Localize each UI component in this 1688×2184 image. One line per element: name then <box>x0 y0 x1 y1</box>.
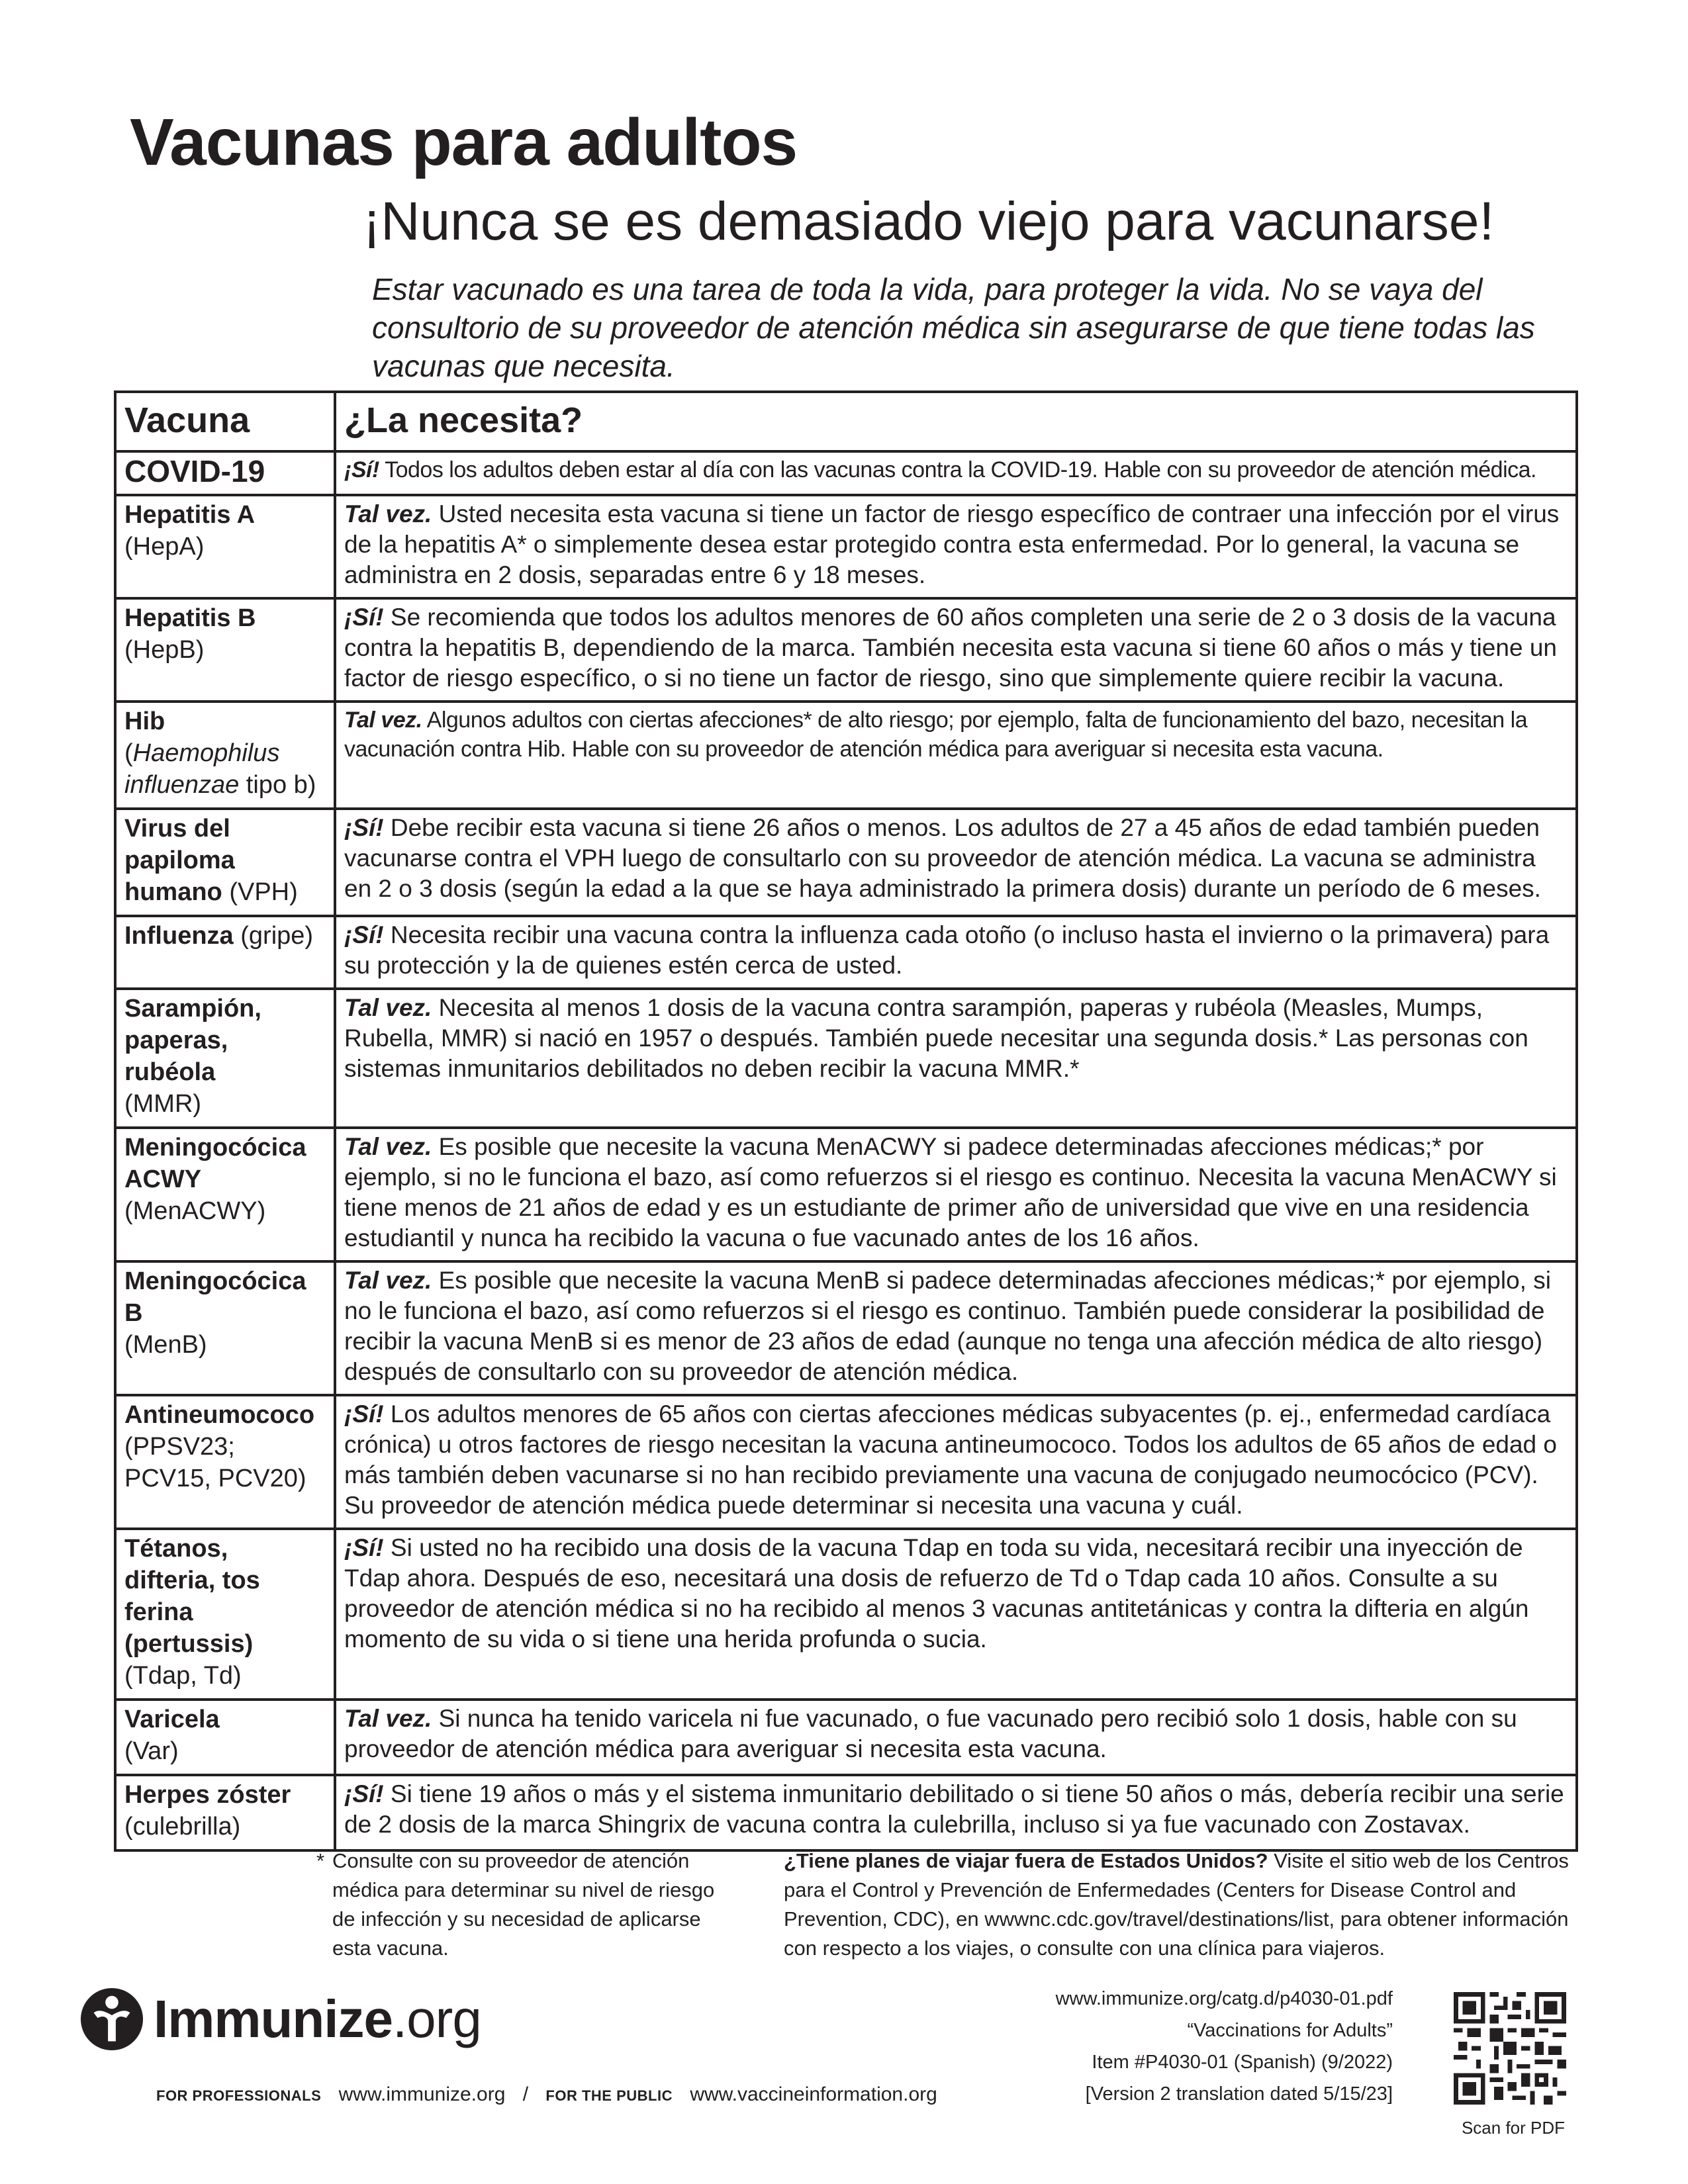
for-public-label: FOR THE PUBLIC <box>545 2087 673 2104</box>
public-link[interactable]: www.vaccineinformation.org <box>690 2083 937 2105</box>
for-professionals-label: FOR PROFESSIONALS <box>156 2087 322 2104</box>
item-title: “Vaccinations for Adults” <box>1187 2020 1393 2041</box>
vaccine-name: Hepatitis B (HepB) <box>115 598 335 702</box>
vaccine-name: Sarampión, paperas, rubéola (MMR) <box>115 989 335 1128</box>
item-reference <box>797 1983 1393 2110</box>
vaccine-need: Tal vez. Algunos adultos con ciertas afecciones* de alto riesgo; por ejemplo, falta de funcionamiento del bazo, necesitan la vacunación contra Hib. Hable con su proveedor de atención médica para averiguar si necesita esta vacuna. <box>335 702 1577 809</box>
immunize-logo-icon <box>79 1987 144 2052</box>
vaccine-need: Tal vez. Es posible que necesite la vacuna MenB si padece determinadas afecciones médicas;* por ejemplo, si no le funciona el bazo, así como refuerzos si el riesgo es continuo. También puede considerar la posibilidad de recibir la vacuna MenB si es menor de 23 años de edad (aunque no tenga una afección médica de alto riesgo) después de consultarlo con su proveedor de atención médica. <box>335 1261 1577 1395</box>
table-row <box>115 1395 1577 1529</box>
table-row <box>115 1529 1577 1700</box>
travel-note <box>784 1846 1598 1963</box>
vaccine-name: Herpes zóster (culebrilla) <box>115 1775 335 1850</box>
vaccine-need: ¡Sí! Necesita recibir una vacuna contra la influenza cada otoño (o incluso hasta el invierno o la primavera) para su protección y la de quienes estén cerca de usted. <box>335 916 1577 989</box>
vaccine-name: Antineumococo (PPSV23; PCV15, PCV20) <box>115 1395 335 1529</box>
vaccine-need: ¡Sí! Todos los adultos deben estar al día con las vacunas contra la COVID-19. Hable con su proveedor de atención médica. <box>335 451 1577 495</box>
footnote-asterisk: * <box>316 1849 325 1872</box>
vaccine-name: COVID-19 <box>115 451 335 495</box>
travel-text: Visite el sitio web de los Centros para el Control y Prevención de Enfermedades (Centers for Disease Control and Prevention, CDC), en wwwnc.cdc.gov/travel/destinations/list, para obtener información con respecto a los viajes, o consulte con una clínica para viajeros. <box>784 1849 1569 1960</box>
column-header-need: ¿La necesita? <box>335 392 1577 451</box>
vaccine-need: ¡Sí! Debe recibir esta vacuna si tiene 26 años o menos. Los adultos de 27 a 45 años de edad también pueden vacunarse contra el VPH luego de consultarlo con su proveedor de atención médica. La vacuna se administra en 2 o 3 dosis (según la edad a la que se haya administrado la primera dosis) durante un período de 6 meses. <box>335 809 1577 916</box>
page-title: Vacunas para adultos <box>130 105 798 179</box>
vaccine-need: Tal vez. Es posible que necesite la vacuna MenACWY si padece determinadas afecciones médicas;* por ejemplo, si no le funciona el bazo, así como refuerzos si el riesgo es continuo. Necesita la vacuna MenACWY si tiene menos de 21 años de edad y es un estudiante de primer año de universidad que vive en una residencia estudiantil y nunca ha recibido la vacuna o fue vacunado antes de los 16 años. <box>335 1128 1577 1261</box>
vaccine-name: Hib (Haemophilus influenzae tipo b) <box>115 702 335 809</box>
page-subtitle: ¡Nunca se es demasiado viejo para vacunarse! <box>363 191 1495 251</box>
vaccine-need: ¡Sí! Si usted no ha recibido una dosis de la vacuna Tdap en toda su vida, necesitará recibir una inyección de Tdap ahora. Después de eso, necesitará una dosis de refuerzo de Td o Tdap cada 10 años. Consulte a su proveedor de atención médica si no ha recibido al menos 3 vacunas antitetánicas y contra la difteria en algún momento de su vida o si tiene una herida profunda o sucia. <box>335 1529 1577 1700</box>
table-row <box>115 1261 1577 1395</box>
footnote-text: Consulte con su proveedor de atención médica para determinar su nivel de riesgo de infección y su necesidad de aplicarse esta vacuna. <box>332 1849 715 1960</box>
table-row <box>115 989 1577 1128</box>
item-url[interactable]: www.immunize.org/catg.d/p4030-01.pdf <box>1055 1988 1393 2009</box>
table-row <box>115 1775 1577 1850</box>
table-row <box>115 1128 1577 1261</box>
vaccine-name: Varicela (Var) <box>115 1700 335 1775</box>
vaccine-need: ¡Sí! Si tiene 19 años o más y el sistema inmunitario debilitado o si tiene 50 años o más, debería recibir una serie de 2 dosis de la marca Shingrix de vacuna contra la culebrilla, incluso si ya fue vacunado con Zostavax. <box>335 1775 1577 1850</box>
vaccine-name: Meningocócica B (MenB) <box>115 1261 335 1395</box>
vaccine-need: Tal vez. Si nunca ha tenido varicela ni fue vacunado, o fue vacunado pero recibió solo 1 dosis, hable con su proveedor de atención médica para averiguar si necesita esta vacuna. <box>335 1700 1577 1775</box>
table-row <box>115 598 1577 702</box>
item-version: [Version 2 translation dated 5/15/23] <box>1085 2083 1393 2105</box>
table-row <box>115 1700 1577 1775</box>
vaccine-name: Meningocócica ACWY (MenACWY) <box>115 1128 335 1261</box>
qr-caption: Scan for PDF <box>1461 2118 1566 2138</box>
link-separator: / <box>522 2083 529 2105</box>
vaccine-need: ¡Sí! Se recomienda que todos los adultos menores de 60 años completen una serie de 2 o 3 dosis de la vacuna contra la hepatitis B, dependiendo de la marca. También necesita esta vacuna si tiene 60 años o más y tiene un factor de riesgo específico, o si no tiene un factor de riesgo, sino que simplemente quiere recibir la vacuna. <box>335 598 1577 702</box>
qr-code-icon <box>1454 1992 1566 2105</box>
vaccine-need: Tal vez. Necesita al menos 1 dosis de la vacuna contra sarampión, paperas y rubéola (Measles, Mumps, Rubella, MMR) si nació en 1957 o después. También puede necesitar una segunda dosis.* Las personas con sistemas inmunitarios debilitados no deben recibir la vacuna MMR.* <box>335 989 1577 1128</box>
vaccine-name: Tétanos, difteria, tos ferina (pertussis) (Tdap, Td) <box>115 1529 335 1700</box>
vaccine-name: Hepatitis A (HepA) <box>115 495 335 598</box>
vaccine-need: Tal vez. Usted necesita esta vacuna si tiene un factor de riesgo específico de contraer una infección por el virus de la hepatitis A* o simplemente desea estar protegido contra esta enfermedad. Por lo general, la vacuna se administra en 2 dosis, separadas entre 6 y 18 meses. <box>335 495 1577 598</box>
vaccine-name: Influenza (gripe) <box>115 916 335 989</box>
vaccine-table <box>114 390 1578 1852</box>
table-header-row <box>115 392 1577 451</box>
column-header-vaccine: Vacuna <box>115 392 335 451</box>
table-row <box>115 495 1577 598</box>
travel-lead: ¿Tiene planes de viajar fuera de Estados Unidos? <box>784 1849 1268 1872</box>
table-row <box>115 702 1577 809</box>
item-number: Item #P4030-01 (Spanish) (9/2022) <box>1092 2052 1393 2073</box>
table-row <box>115 809 1577 916</box>
professionals-link[interactable]: www.immunize.org <box>338 2083 506 2105</box>
immunize-logo <box>79 1983 481 2056</box>
footnote <box>316 1846 729 1963</box>
immunize-logo-wordmark: Immunize.org <box>154 1989 481 2048</box>
intro-text: Estar vacunado es una tarea de toda la vida, para proteger la vida. No se vaya del consultorio de su proveedor de atención médica sin asegurarse de que tiene todas las vacunas que necesita. <box>372 272 1535 383</box>
vaccine-name: Virus del papiloma humano (VPH) <box>115 809 335 916</box>
table-row <box>115 916 1577 989</box>
table-row <box>115 451 1577 495</box>
vaccine-need: ¡Sí! Los adultos menores de 65 años con ciertas afecciones médicas subyacentes (p. ej., enfermedad cardíaca crónica) u otros factores de riesgo necesitan la vacuna antineumococo. Todos los adultos de 65 años de edad o más también deben vacunarse si no han recibido previamente una vacuna de conjugado neumocócico (PCV). Su proveedor de atención médica puede determinar si necesita una vacuna y cuál. <box>335 1395 1577 1529</box>
